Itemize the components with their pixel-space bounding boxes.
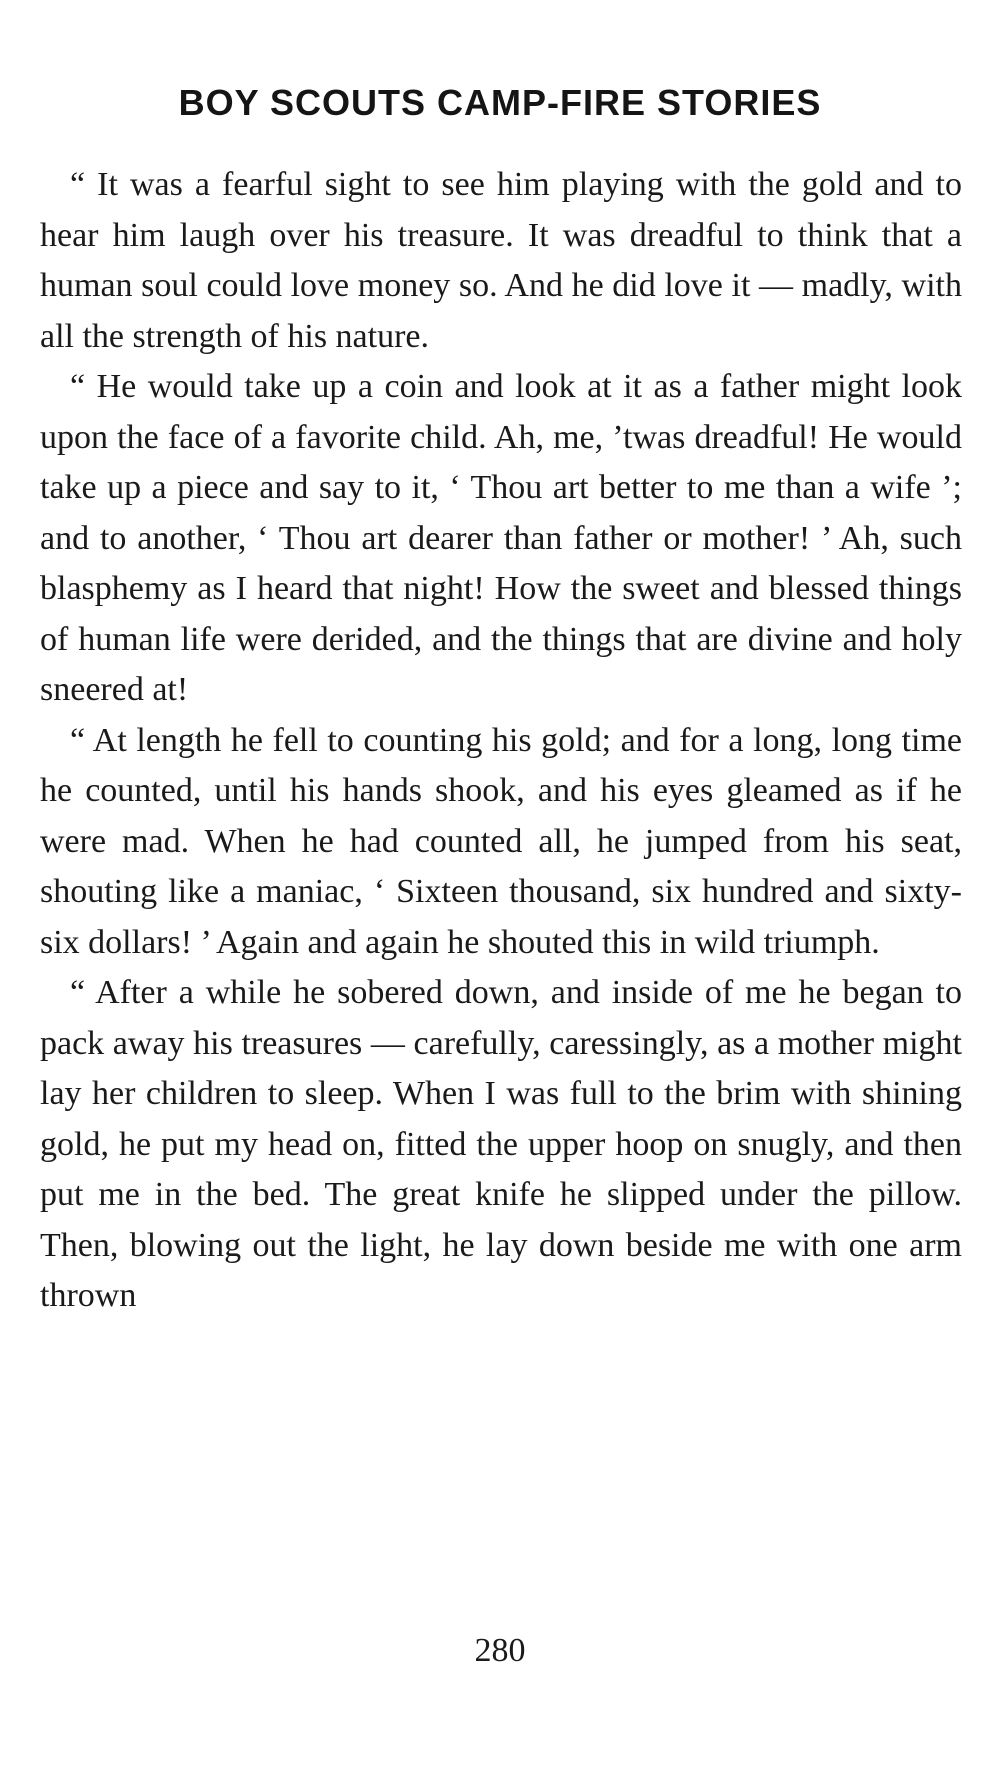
- page-number: 280: [474, 1632, 526, 1669]
- paragraph: “ At length he fell to counting his gold; and for a long, long time he counted, until his hands shook, and his eyes gleamed as if he were mad. When he had counted all, he jumped from his seat, shouting like a maniac, ‘ Sixteen thousand, six hundred and sixty-six dollars! ’ Again and again he shouted this in wild triumph.: [40, 721, 962, 961]
- paragraph: “ It was a fearful sight to see him playing with the gold and to hear him laugh over his treasure. It was dreadful to think that a human soul could love money so. And he did love it — madly, with all the strength of his nature.: [40, 166, 962, 355]
- paragraph: “ After a while he sobered down, and inside of me he began to pack away his treasures — carefully, caressingly, as a mother might lay her children to sleep. When I was full to the brim with shining gold, he put my head on, fitted the upper hoop on snugly, and then put me in the bed. The great knife he slipped under the pillow. Then, blowing out the light, he lay down beside me with one arm thrown: [40, 974, 962, 1314]
- paragraph: “ He would take up a coin and look at it as a father might look upon the face of a favorite child. Ah, me, ’twas dreadful! He would take up a piece and say to it, ‘ Thou art better to me than a wife ’; and to another, ‘ Thou art dearer than father or mother! ’ Ah, such blasphemy as I heard that night! How the sweet and blessed things of human life were derided, and the things that are divine and holy sneered at!: [40, 368, 962, 708]
- body-text: [40, 160, 962, 1322]
- running-head: BOY SCOUTS CAMP-FIRE STORIES: [178, 82, 822, 123]
